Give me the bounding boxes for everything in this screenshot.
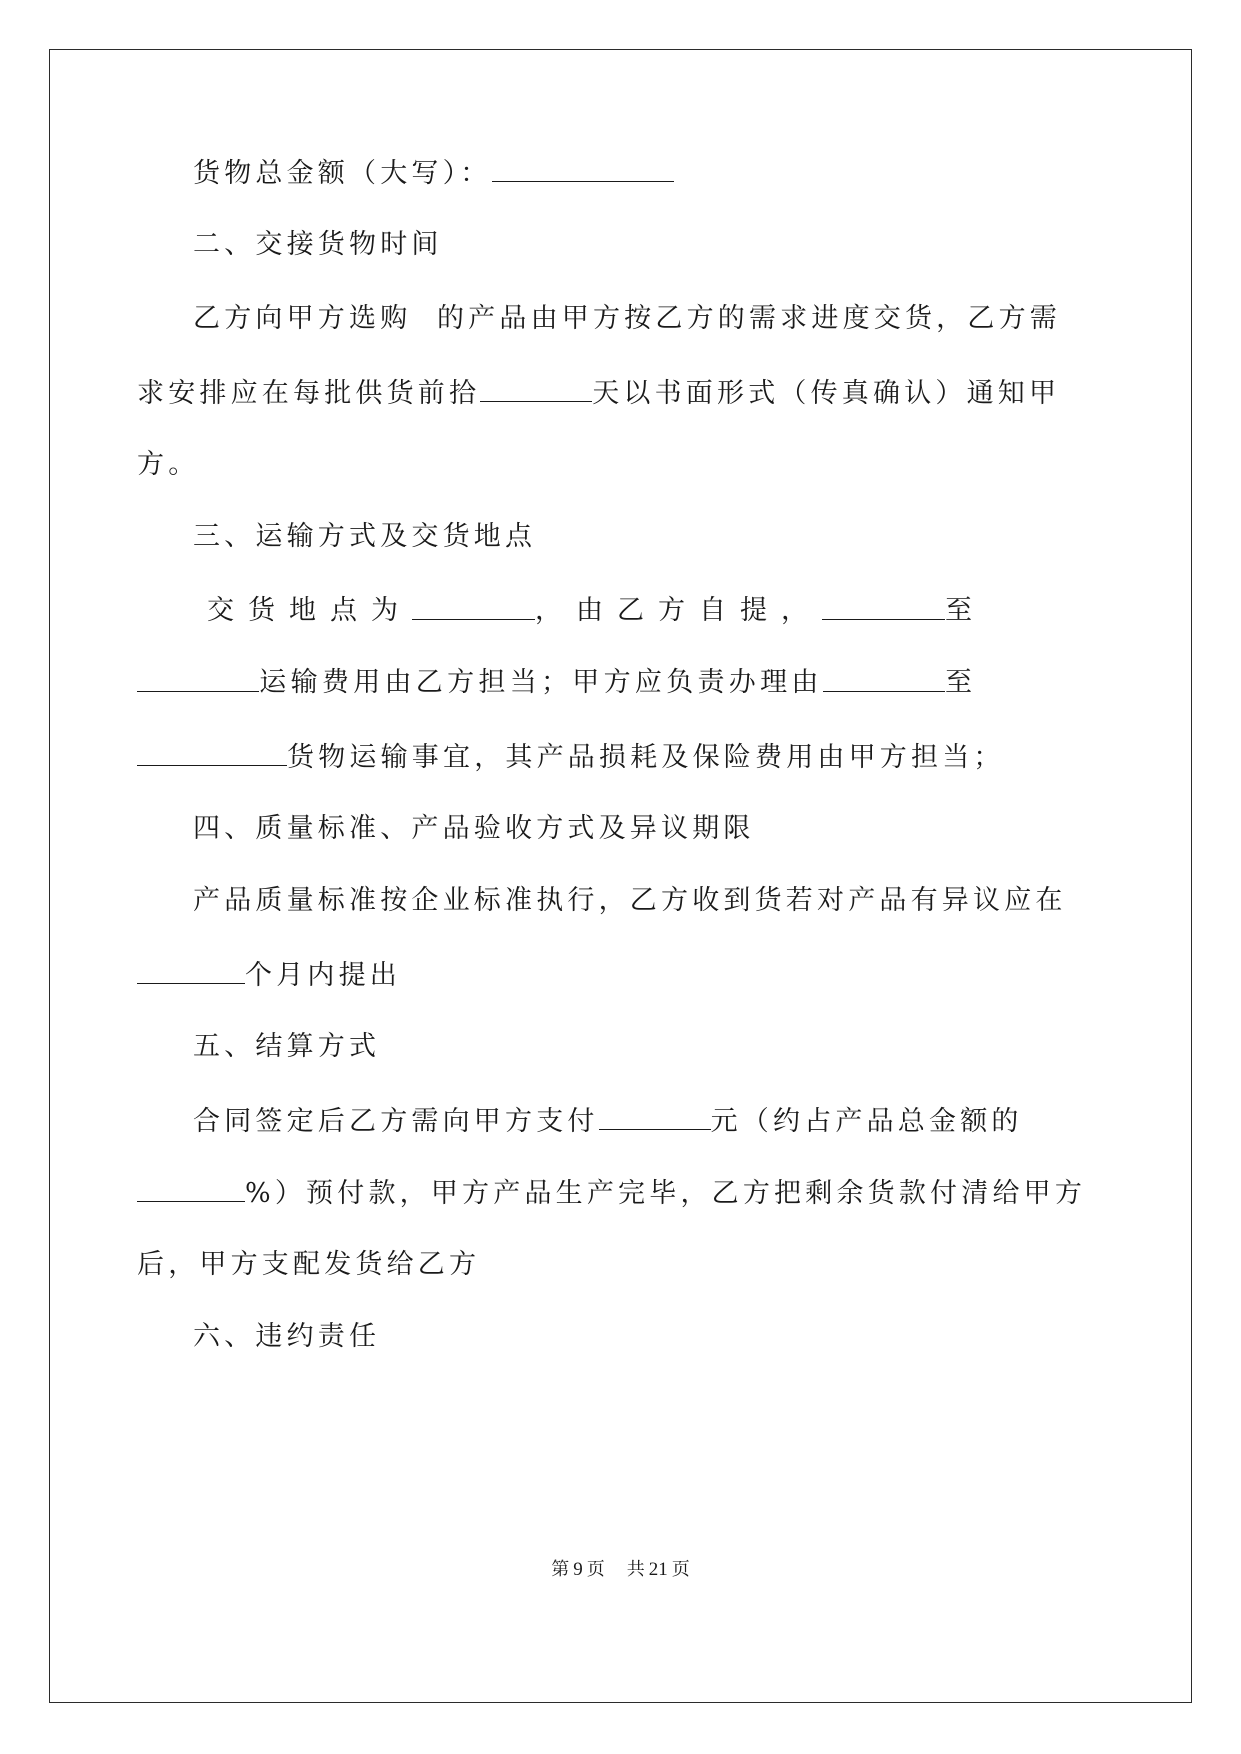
section-heading-4: 四、质量标准、产品验收方式及异议期限	[193, 813, 755, 844]
delivery-location-blank	[412, 597, 535, 620]
paragraph-line: 后，甲方支配发货给乙方	[137, 1249, 481, 1280]
total-amount-blank	[492, 159, 674, 182]
section-heading-6: 六、违约责任	[193, 1321, 381, 1352]
page-number: 9	[573, 1559, 583, 1580]
pickup-blank	[822, 597, 945, 620]
section-heading-3: 三、运输方式及交货地点	[193, 521, 537, 552]
months-blank	[137, 961, 245, 984]
paragraph-line: 货物运输事宜，其产品损耗及保险费用由甲方担当；	[137, 743, 1005, 771]
destination-blank	[137, 669, 259, 692]
paragraph-line: 求安排应在每批供货前拾 天以书面形式（传真确认）通知甲	[137, 378, 1061, 409]
page-footer: 第 9 页 共 21 页	[551, 1559, 690, 1580]
total-amount-line: 货物总金额（大写）：	[193, 159, 674, 187]
total-pages: 21	[648, 1559, 668, 1580]
paragraph-line: 方。	[137, 449, 200, 480]
paragraph-line: 个月内提出	[137, 961, 401, 989]
paragraph-line: 合同签定后乙方需向甲方支付 元（约占产品总金额的	[193, 1106, 1023, 1137]
section-heading-5: 五、结算方式	[193, 1031, 381, 1062]
delivery-location-line: 交货地点为 ，由乙方自提， 至	[207, 595, 972, 626]
section-heading-2: 二、交接货物时间	[193, 229, 443, 260]
transport-fee-line: 运输费用由乙方担当；甲方应负责办理由 至	[137, 669, 972, 696]
transport-to-blank	[137, 743, 287, 766]
paragraph-line: 乙方向甲方选购 的产品由甲方按乙方的需求进度交货，乙方需	[193, 303, 1061, 334]
advance-amount-blank	[599, 1107, 711, 1130]
paragraph-line: 产品质量标准按企业标准执行，乙方收到货若对产品有异议应在	[193, 885, 1067, 916]
paragraph-line: %）预付款，甲方产品生产完毕，乙方把剩余货款付清给甲方	[137, 1179, 1086, 1207]
transport-from-blank	[823, 669, 945, 692]
days-blank	[480, 379, 592, 402]
page-border	[49, 49, 1192, 1703]
percent-blank	[137, 1179, 245, 1202]
